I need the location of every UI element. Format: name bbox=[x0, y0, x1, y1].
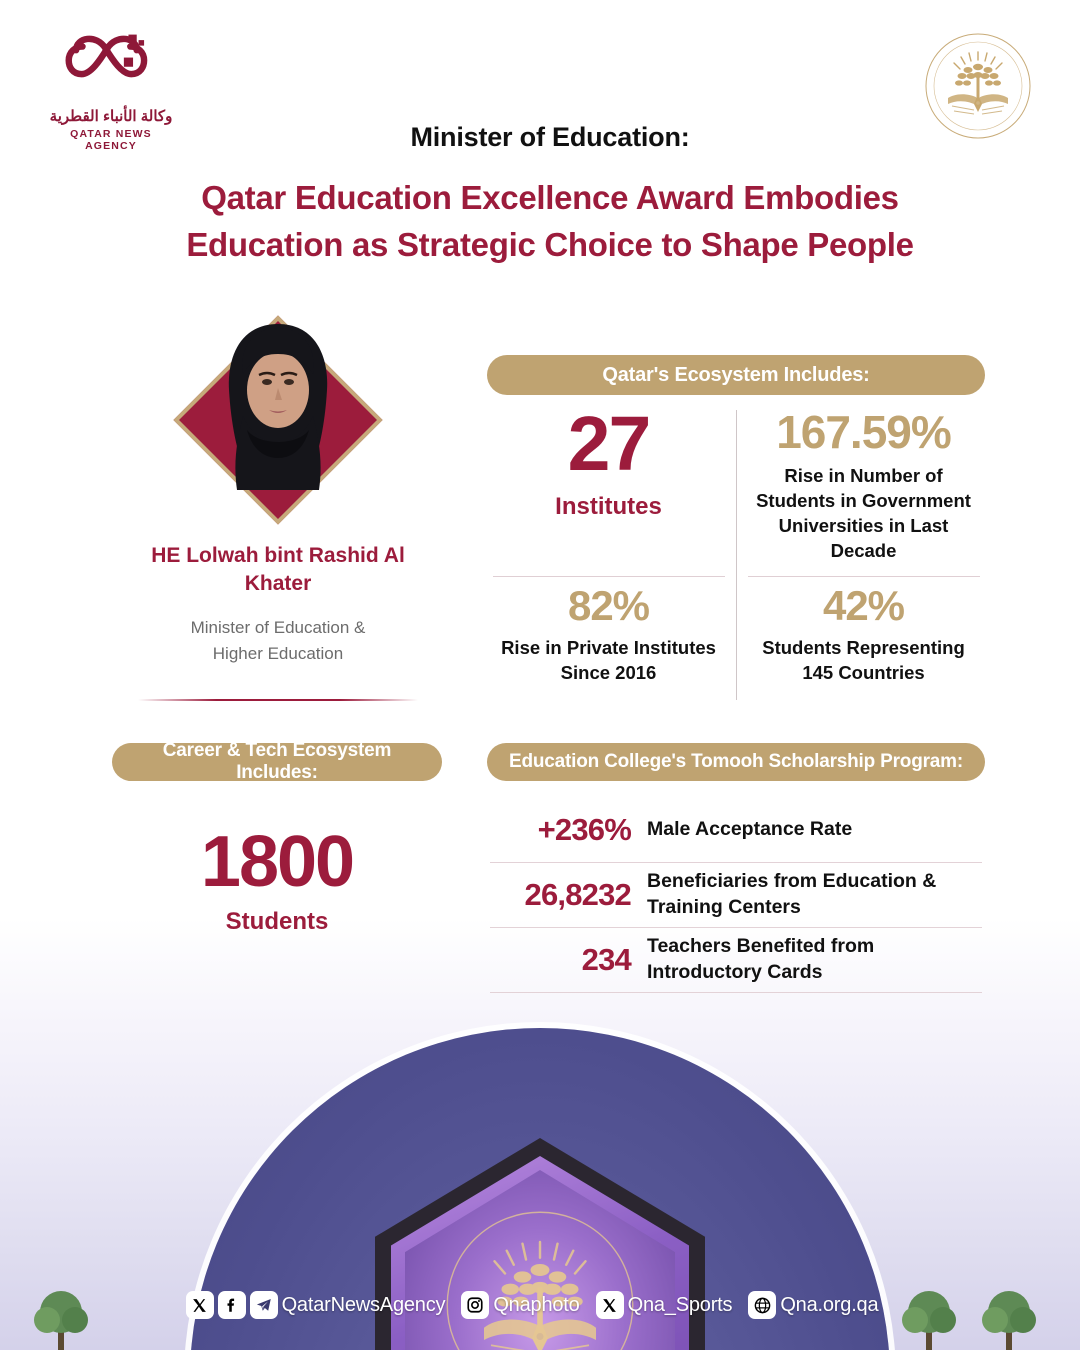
x-icon[interactable] bbox=[186, 1291, 214, 1319]
stat-value: 82% bbox=[567, 582, 650, 629]
social-handle[interactable]: Qnaphoto bbox=[493, 1293, 580, 1316]
qna-infinity-logo-icon bbox=[65, 30, 157, 98]
social-group-main[interactable] bbox=[186, 1291, 462, 1319]
stat-label: Teachers Benefited from Introductory Cards bbox=[647, 935, 875, 983]
headline-block bbox=[160, 122, 940, 269]
stat-cell-student-countries bbox=[742, 584, 985, 686]
qna-arabic-name: وكالة الأنباء القطرية bbox=[49, 108, 173, 125]
avatar bbox=[203, 312, 353, 520]
award-emblem-tree-pen-book-icon bbox=[435, 1200, 645, 1350]
stat-label: Institutes bbox=[555, 493, 662, 521]
section-header-tomooh: Education College's Tomooh Scholarship Program: bbox=[487, 743, 985, 781]
stat-value: +236% bbox=[537, 812, 631, 847]
qna-logo bbox=[46, 30, 176, 152]
stat-label: Rise in Number of Students in Government Universities in Last Decade bbox=[756, 465, 971, 561]
tomooh-stats-list bbox=[487, 798, 985, 993]
section-header-career: Career & Tech Ecosystem Includes: bbox=[112, 743, 442, 781]
list-item bbox=[487, 798, 985, 862]
headline-line-1: Qatar Education Excellence Award Embodies bbox=[201, 179, 899, 216]
profile-divider bbox=[138, 699, 418, 701]
headline-line-2: Education as Strategic Choice to Shape People bbox=[186, 225, 914, 263]
ecosystem-stats-grid bbox=[487, 401, 985, 704]
stat-value: 42% bbox=[822, 582, 905, 629]
social-group-website[interactable] bbox=[748, 1291, 894, 1319]
kicker-text: Minister of Education: bbox=[410, 122, 690, 152]
career-stat-label: Students bbox=[225, 908, 329, 935]
portrait-frame bbox=[178, 320, 378, 520]
social-handle[interactable]: Qna_Sports bbox=[627, 1293, 733, 1316]
section-header-ecosystem: Qatar's Ecosystem Includes: bbox=[487, 355, 985, 395]
career-stat-block bbox=[112, 822, 442, 936]
headline-text bbox=[160, 175, 940, 269]
minister-role-line-2: Higher Education bbox=[212, 644, 344, 664]
stat-cell-institutes bbox=[487, 401, 730, 521]
career-stat-value: 1800 bbox=[200, 822, 354, 902]
facebook-icon[interactable] bbox=[218, 1291, 246, 1319]
social-group-instagram[interactable] bbox=[461, 1291, 595, 1319]
minister-profile bbox=[128, 320, 428, 701]
grid-horizontal-divider-right bbox=[748, 576, 980, 577]
stat-label: Students Representing 145 Countries bbox=[762, 637, 965, 683]
stat-label: Beneficiaries from Education & Training Centers bbox=[647, 870, 937, 918]
list-divider bbox=[490, 992, 982, 993]
stat-label: Rise in Private Institutes Since 2016 bbox=[501, 637, 716, 683]
social-group-sports[interactable] bbox=[596, 1291, 749, 1319]
stat-cell-private-institutes bbox=[487, 584, 730, 686]
x-icon[interactable] bbox=[596, 1291, 624, 1319]
stat-cell-university-rise bbox=[742, 408, 985, 563]
grid-horizontal-divider-left bbox=[493, 576, 725, 577]
grid-vertical-divider bbox=[736, 410, 737, 700]
social-media-bar bbox=[0, 1285, 1080, 1325]
stat-value: 26,8232 bbox=[524, 877, 631, 912]
list-item bbox=[487, 863, 985, 927]
social-handle[interactable]: Qna.org.qa bbox=[780, 1293, 879, 1316]
social-handle[interactable]: QatarNewsAgency bbox=[281, 1293, 446, 1316]
stat-label: Male Acceptance Rate bbox=[647, 818, 853, 841]
minister-role bbox=[128, 615, 428, 668]
minister-role-line-1: Minister of Education & bbox=[190, 617, 366, 637]
stat-value: 27 bbox=[567, 401, 650, 487]
list-item bbox=[487, 928, 985, 992]
globe-icon[interactable] bbox=[748, 1291, 776, 1319]
minister-name: HE Lolwah bint Rashid Al Khater bbox=[151, 544, 405, 596]
qna-english-name: QATAR NEWS AGENCY bbox=[70, 127, 152, 152]
telegram-icon[interactable] bbox=[250, 1291, 278, 1319]
stat-value: 167.59% bbox=[776, 406, 951, 458]
stat-value: 234 bbox=[581, 942, 631, 977]
instagram-icon[interactable] bbox=[461, 1291, 489, 1319]
